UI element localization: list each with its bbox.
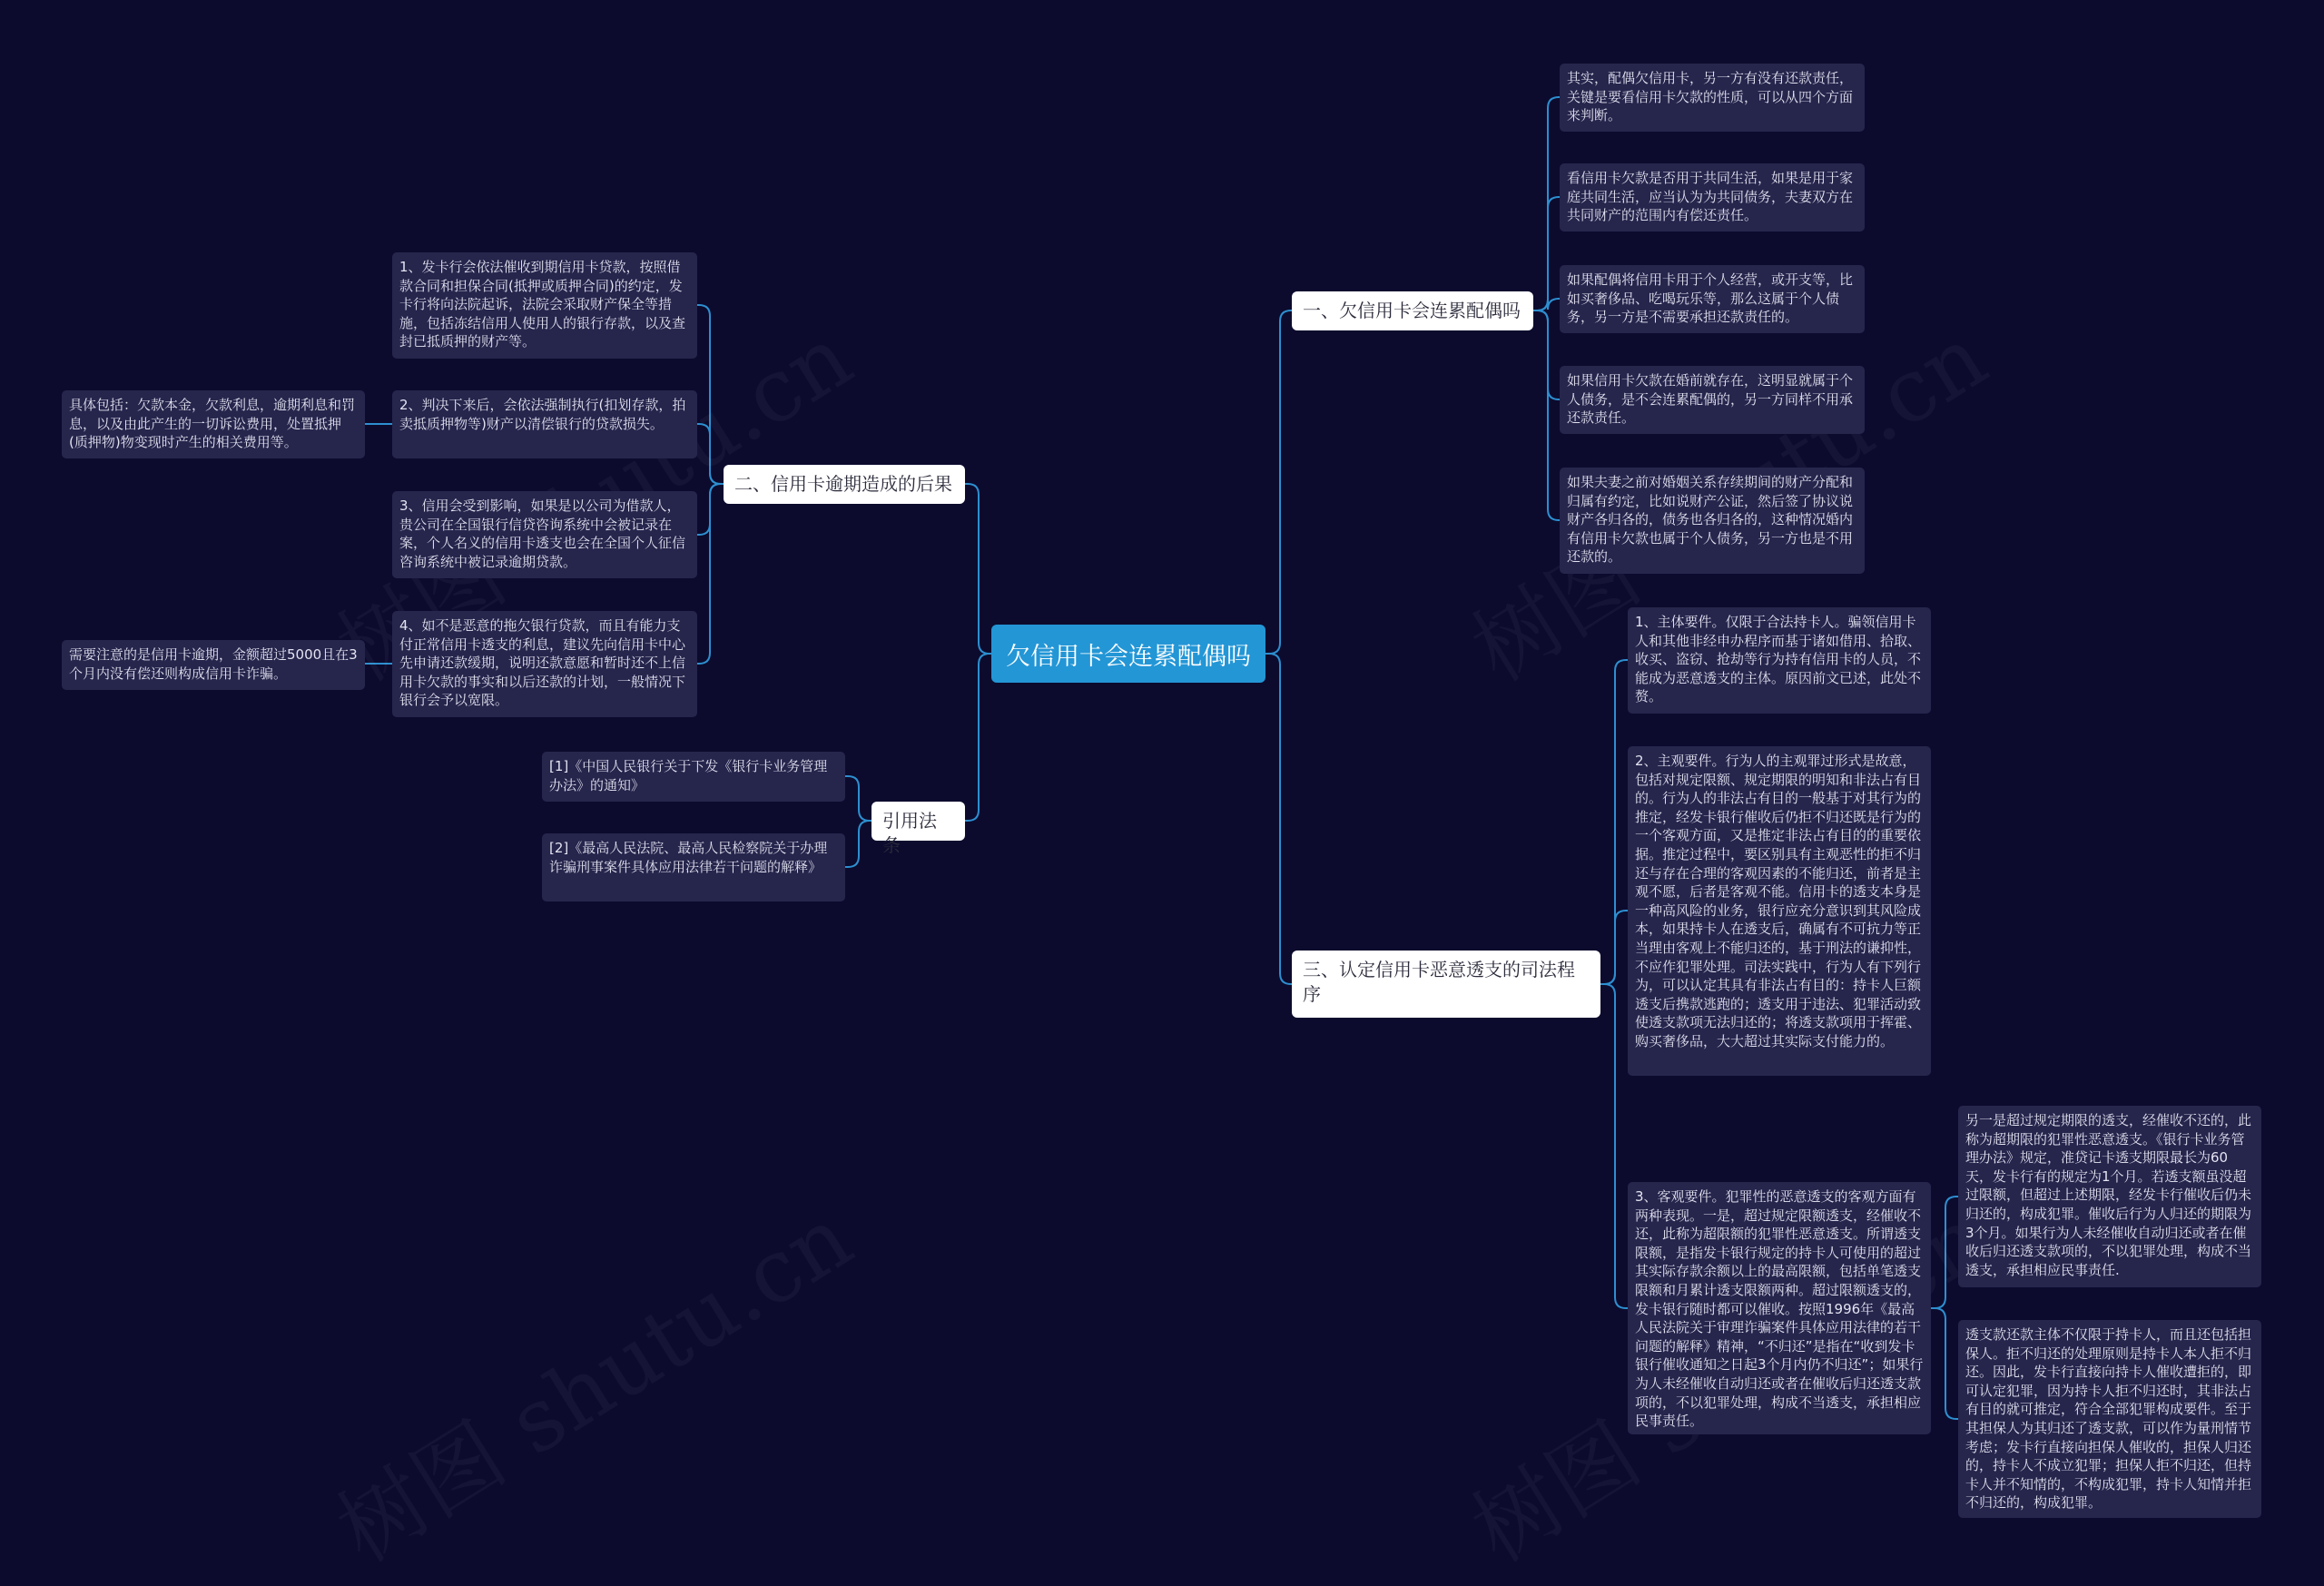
root-topic-label: 欠信用卡会连累配偶吗 [1006,642,1251,671]
connector-line [845,821,872,867]
branch-topic-4[interactable]: 引用法条 [872,802,965,841]
connector-line [1533,197,1560,310]
leaf-topic[interactable]: 4、如不是恶意的拖欠银行贷款，而且有能力支付正常信用卡透支的利息，建议先向信用卡中心先申请还款缓期，说明还款意愿和暂时还不上信用卡欠款的事实和以后还款的计划，一般情况下银行会予以宽限。 [392,611,697,717]
leaf-topic[interactable]: 2、判决下来后，会依法强制执行(扣划存款，拍卖抵质押物等)财产以清偿银行的贷款损失。 [392,390,697,458]
root-topic[interactable] [991,625,1265,683]
leaf-topic[interactable]: 如果夫妻之前对婚姻关系存续期间的财产分配和归属有约定，比如说财产公证，然后签了协议说财产各归各的，债务也各归各的，这种情况婚内有信用卡欠款也属于个人债务，另一方也是不用还款的。 [1560,468,1865,574]
connector-line [1931,1197,1958,1308]
leaf-topic[interactable]: 3、信用会受到影响，如果是以公司为借款人，贵公司在全国银行信贷咨询系统中会被记录在案，个人名义的信用卡透支也会在全国个人征信咨询系统中被记录逾期贷款。 [392,491,697,578]
leaf-topic[interactable]: 其实，配偶欠信用卡，另一方有没有还款责任，关键是要看信用卡欠款的性质，可以从四个方面来判断。 [1560,64,1865,132]
leaf-topic[interactable]: 另一是超过规定期限的透支，经催收不还的，此称为超期限的犯罪性恶意透支。《银行卡业务管理办法》规定，准贷记卡透支期限最长为60天，发卡行有的规定为1个月。若透支额虽没超过限额，但超过上述期限，经发卡行催收后仍未归还的，构成犯罪。催收后行为人归还的期限为3个月。如果行为人未经催收自动归还或者在催收后归还透支款项的，不以犯罪处理，构成不当透支，承担相应民事责任. [1958,1106,2261,1287]
leaf-topic[interactable]: 1、主体要件。仅限于合法持卡人。骗领信用卡人和其他非经申办程序而基于诸如借用、拾取、收买、盗窃、抢劫等行为持有信用卡的人员，不能成为恶意透支的主体。原因前文已述，此处不赘。 [1628,607,1931,714]
connector-line [1600,911,1628,984]
connector-line [1533,310,1560,399]
leaf-topic[interactable]: 需要注意的是信用卡逾期，金额超过5000且在3个月内没有偿还则构成信用卡诈骗。 [62,640,365,690]
leaf-topic[interactable]: 透支款还款主体不仅限于持卡人，而且还包括担保人。拒不归还的处理原则是持卡人本人拒不归还。因此，发卡行直接向持卡人催收遭拒的，即可认定犯罪，因为持卡人拒不归还时，其非法占有目的就可推定，符合全部犯罪构成要件。至于其担保人为其归还了透支款，可以作为量刑情节考虑；发卡行直接向担保人催收的，担保人归还的，持卡人不成立犯罪；担保人拒不归还，但持卡人并不知情的，不构成犯罪，持卡人知情并拒不归还的，构成犯罪。 [1958,1320,2261,1518]
connector-line [845,776,872,821]
connector-line [1533,299,1560,310]
leaf-topic[interactable]: 2、主观要件。行为人的主观罪过形式是故意，包括对规定限额、规定期限的明知和非法占有目的。行为人的非法占有目的一般基于对其行为的推定，经发卡银行催收后仍拒不归还既是行为的一个客观方面，又是推定非法占有目的的重要依据。推定过程中，要区别具有主观恶性的拒不归还与存在合理的客观因素的不能归还，前者是主观不愿，后者是客观不能。信用卡的透支本身是一种高风险的业务，银行应充分意识到其风险成本，如果持卡人在透支后，确属有不可抗力等正当理由客观上不能归还的，基于刑法的谦抑性，不应作犯罪处理。司法实践中，行为人有下列行为，可以认定其具有非法占有目的：持卡人巨额透支后携款逃跑的；透支用于违法、犯罪活动致使透支款项无法归还的；将透支款项用于挥霍、购买奢侈品，大大超过其实际支付能力的。 [1628,746,1931,1076]
citation-leaf[interactable]: [2]《最高人民法院、最高人民检察院关于办理诈骗刑事案件具体应用法律若干问题的解释》 [542,833,845,901]
branch-topic-2[interactable]: 二、信用卡逾期造成的后果 [724,465,965,504]
connector-line [1265,654,1292,984]
connector-line [965,484,991,654]
connector-line [1931,1308,1958,1419]
branch-topic-3[interactable]: 三、认定信用卡恶意透支的司法程序 [1292,951,1600,1018]
branch-topic-1[interactable]: 一、欠信用卡会连累配偶吗 [1292,291,1533,330]
leaf-topic[interactable]: 如果配偶将信用卡用于个人经营，或开支等，比如买奢侈品、吃喝玩乐等，那么这属于个人债务，另一方是不需要承担还款责任的。 [1560,265,1865,333]
connector-line [697,424,724,484]
connector-line [1600,984,1628,1308]
connector-line [965,654,991,821]
connector-line [1533,310,1560,520]
citation-leaf[interactable]: [1]《中国人民银行关于下发《银行卡业务管理办法》的通知》 [542,752,845,802]
leaf-topic[interactable]: 3、客观要件。犯罪性的恶意透支的客观方面有两种表现。一是，超过规定限额透支，经催收不还，此称为超限额的犯罪性恶意透支。所谓透支限额，是指发卡银行规定的持卡人可使用的超过其实际存款余额以上的最高限额，包括单笔透支限额和月累计透支限额两种。超过限额透支的，发卡银行随时都可以催收。按照1996年《最高人民法院关于审理诈骗案件具体应用法律的若干问题的解释》精神，“不归还”是指在“收到发卡银行催收通知之日起3个月内仍不归还”；如果行为人未经催收自动归还或者在催收后归还透支款项的，不以犯罪处理，构成不当透支，承担相应民事责任。 [1628,1182,1931,1434]
connector-line [1265,310,1292,654]
leaf-topic[interactable]: 如果信用卡欠款在婚前就存在，这明显就属于个人债务，是不会连累配偶的，另一方同样不用承还款责任。 [1560,366,1865,434]
leaf-topic[interactable]: 具体包括：欠款本金，欠款利息，逾期利息和罚息，以及由此产生的一切诉讼费用，处置抵押(质押物)物变现时产生的相关费用等。 [62,390,365,458]
connector-line [697,484,724,664]
connector-line [1533,97,1560,310]
leaf-topic[interactable]: 看信用卡欠款是否用于共同生活，如果是用于家庭共同生活，应当认为为共同债务，夫妻双方在共同财产的范围内有偿还责任。 [1560,163,1865,231]
leaf-topic[interactable]: 1、发卡行会依法催收到期信用卡贷款，按照借款合同和担保合同(抵押或质押合同)的约定，发卡行将向法院起诉，法院会采取财产保全等措施，包括冻结信用人使用人的银行存款，以及查封已抵质押的财产等。 [392,252,697,359]
